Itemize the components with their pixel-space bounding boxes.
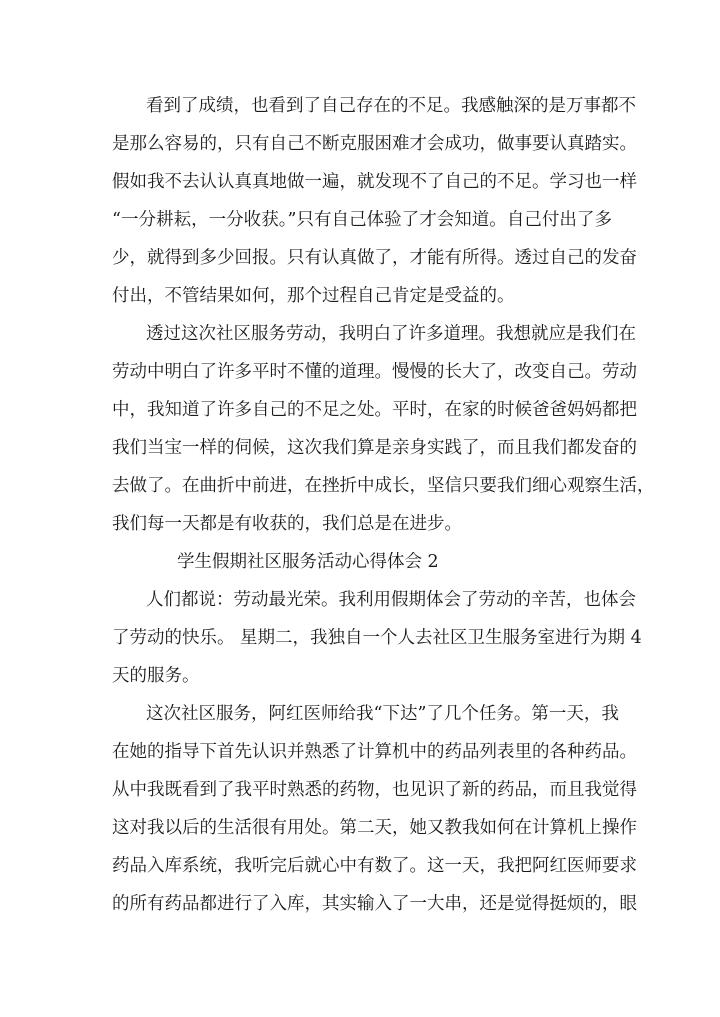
p4-line-5: 药品入库系统，我听完后就心中有数了。这一天，我把阿红医师要求 xyxy=(112,856,637,876)
p4-line-2: 在她的指导下首先认识并熟悉了计算机中的药品列表里的各种药品。 xyxy=(112,742,637,762)
p2-line-6: 我们每一天都是有收获的，我们总是在进步。 xyxy=(112,514,462,534)
p1-line-4: “一分耕耘，一分收获。”只有自己体验了才会知道。自己付出了多 xyxy=(112,210,612,230)
p4-line-4: 这对我以后的生活很有用处。第二天，她又教我如何在计算机上操作 xyxy=(112,818,637,838)
p1-line-2: 是那么容易的，只有自己不断克服困难才会成功，做事要认真踏实。 xyxy=(112,134,637,154)
p4-line-1: 这次社区服务，阿红医师给我“下达”了几个任务。第一天，我 xyxy=(146,704,619,724)
p2-line-3: 中，我知道了许多自己的不足之处。平时，在家的时候爸爸妈妈都把 xyxy=(112,400,637,420)
p1-line-3: 假如我不去认认真真地做一遍，就发现不了自己的不足。学习也一样 xyxy=(112,172,637,192)
p3-line-3: 天的服务。 xyxy=(112,666,200,686)
p2-line-1: 透过这次社区服务劳动，我明白了许多道理。我想就应是我们在 xyxy=(146,324,636,344)
p2-line-5: 去做了。在曲折中前进，在挫折中成长，坚信只要我们细心观察生活， xyxy=(112,476,655,496)
p1-line-1: 看到了成绩，也看到了自己存在的不足。我感触深的是万事都不 xyxy=(146,96,636,116)
p3-line-1: 人们都说：劳动最光荣。我利用假期体会了劳动的辛苦，也体会 xyxy=(146,590,636,610)
p4-line-6: 的所有药品都进行了入库，其实输入了一大串，还是觉得挺烦的，眼 xyxy=(112,894,637,914)
p2-line-4: 我们当宝一样的伺候，这次我们算是亲身实践了，而且我们都发奋的 xyxy=(112,438,637,458)
p1-line-6: 付出，不管结果如何，那个过程自己肯定是受益的。 xyxy=(112,286,515,306)
p4-line-3: 从中我既看到了我平时熟悉的药物，也见识了新的药品，而且我觉得 xyxy=(112,780,637,800)
section-heading: 学生假期社区服务活动心得体会 2 xyxy=(177,552,439,572)
p2-line-2: 劳动中明白了许多平时不懂的道理。慢慢的长大了，改变自己。劳动 xyxy=(112,362,637,382)
p3-line-2: 了劳动的快乐。 星期二，我独自一个人去社区卫生服务室进行为期 4 xyxy=(112,628,642,648)
p1-line-5: 少，就得到多少回报。只有认真做了，才能有所得。透过自己的发奋 xyxy=(112,248,637,268)
